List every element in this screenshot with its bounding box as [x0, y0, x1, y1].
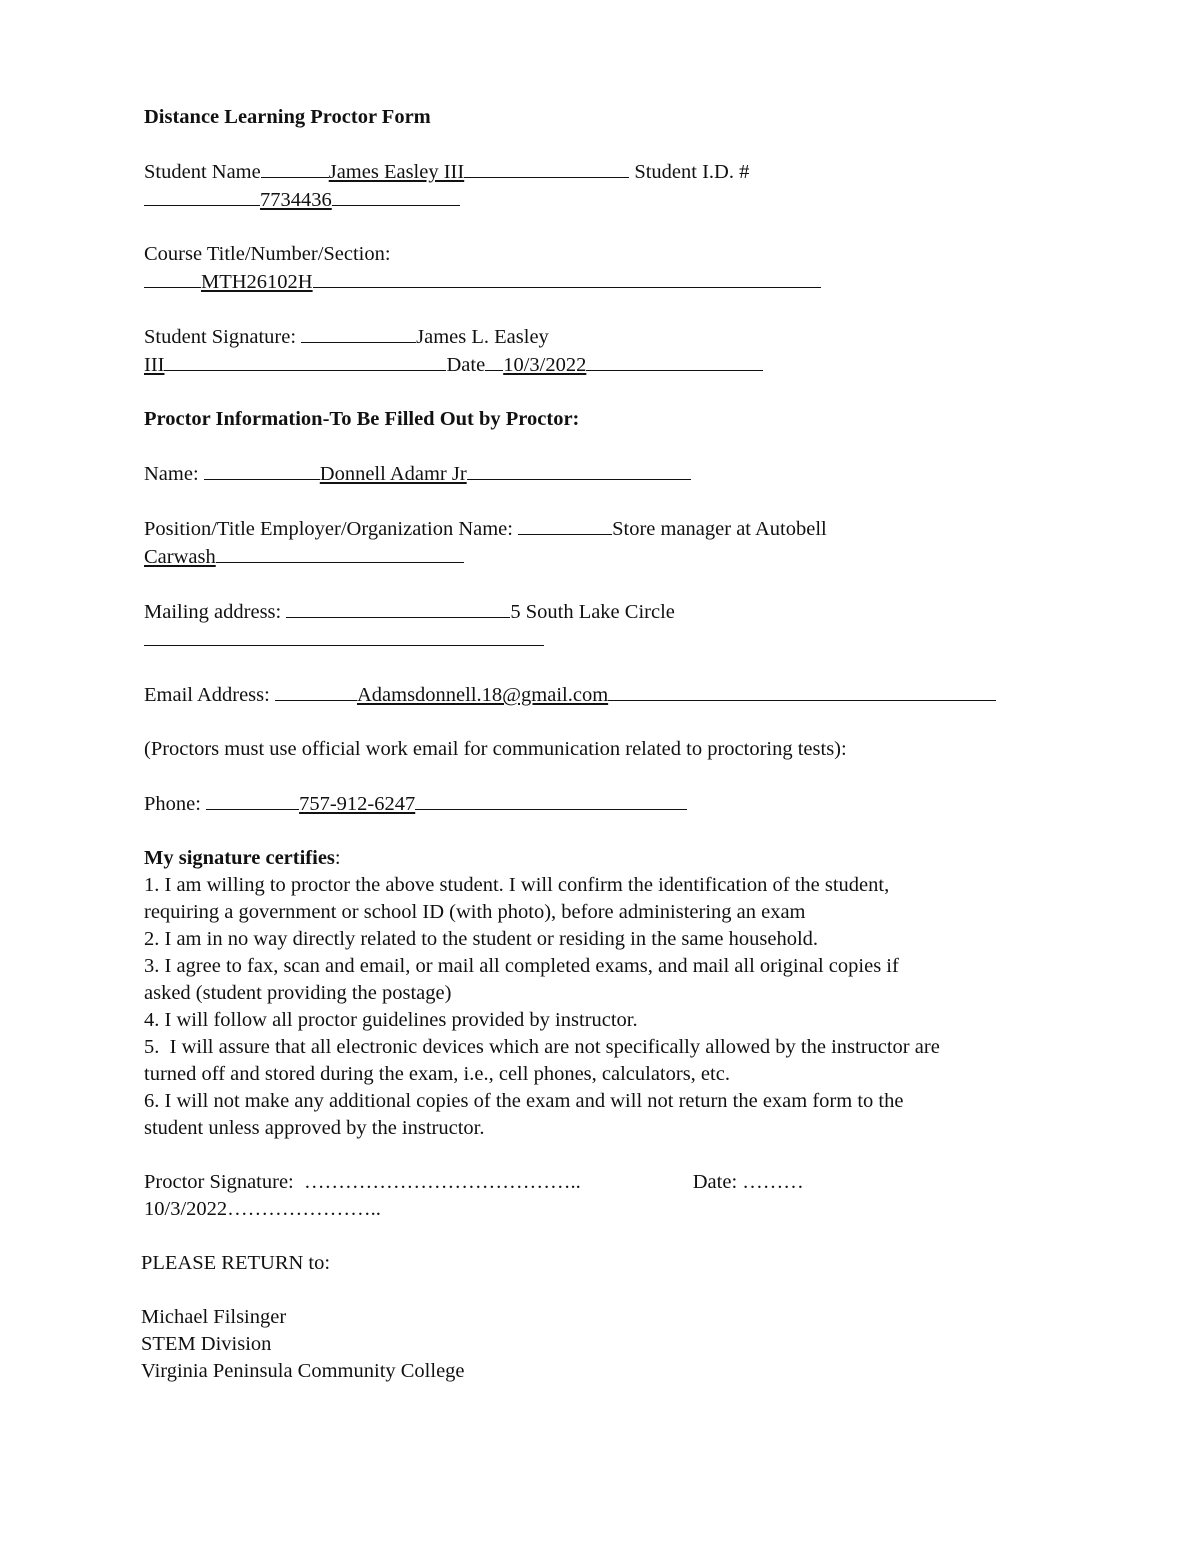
certify-line: 4. I will follow all proctor guidelines provided by instructor.	[144, 1009, 638, 1031]
blank-underline	[467, 460, 691, 480]
student-signature-value-cont: III	[144, 354, 165, 376]
student-name-value: James Easley III	[328, 161, 465, 183]
proctor-date-trailing-dots: …………………..	[227, 1198, 381, 1220]
position-value: Store manager at Autobell	[612, 518, 827, 540]
phone-value: 757-912-6247	[299, 793, 416, 815]
blank-underline	[313, 268, 821, 288]
blank-underline	[332, 186, 460, 206]
proctor-name-line	[144, 460, 1064, 488]
proctor-date-dots: ………	[742, 1171, 804, 1193]
student-id-line	[144, 186, 1064, 214]
blank-underline	[144, 626, 544, 646]
certify-line: 6. I will not make any additional copies of the exam and will not return the exam form to the	[144, 1090, 904, 1112]
certify-line: turned off and stored during the exam, i.e., cell phones, calculators, etc.	[144, 1063, 730, 1085]
mailing-label: Mailing address:	[144, 601, 282, 623]
email-value: Adamsdonnell.18@gmail.com	[356, 684, 609, 706]
email-label: Email Address:	[144, 684, 270, 706]
blank-underline	[518, 515, 612, 535]
proctor-date-value: 10/3/2022	[144, 1198, 228, 1220]
position-line-2	[144, 543, 1064, 571]
blank-underline	[485, 351, 503, 371]
student-id-label: Student I.D. #	[634, 161, 750, 183]
blank-underline	[301, 323, 416, 343]
phone-line	[144, 790, 1064, 818]
email-line	[144, 681, 1064, 709]
student-signature-value: James L. Easley	[416, 326, 549, 348]
proctor-signature-dots: …………………………………..	[304, 1171, 581, 1193]
blank-underline	[216, 543, 464, 563]
certify-line: 1. I am willing to proctor the above student. I will confirm the identification of the student,	[144, 874, 890, 896]
return-name: Michael Filsinger	[141, 1306, 287, 1328]
proctor-date-line	[144, 1196, 1064, 1223]
course-value: MTH26102H	[201, 271, 313, 293]
proctor-section-heading: Proctor Information-To Be Filled Out by Proctor:	[144, 408, 580, 430]
course-label: Course Title/Number/Section:	[144, 243, 391, 265]
return-division: STEM Division	[141, 1333, 272, 1355]
proctor-name-label: Name:	[144, 463, 199, 485]
certify-line: 2. I am in no way directly related to the student or residing in the same household.	[144, 928, 819, 950]
blank-underline	[608, 681, 996, 701]
mailing-line	[144, 598, 1064, 626]
blank-underline	[164, 351, 446, 371]
student-id-value: 7734436	[260, 189, 332, 211]
blank-underline	[206, 790, 299, 810]
position-label: Position/Title Employer/Organization Name:	[144, 518, 513, 540]
mailing-line-2	[144, 626, 1064, 654]
blank-underline	[286, 598, 510, 618]
position-line	[144, 515, 1064, 543]
blank-underline	[261, 158, 329, 178]
course-line	[144, 268, 1064, 296]
proctor-signature-label: Proctor Signature:	[144, 1171, 294, 1193]
certify-line: 5. I will assure that all electronic devices which are not specifically allowed by the instructor are	[144, 1036, 940, 1058]
student-signature-label: Student Signature:	[144, 326, 297, 348]
document-page	[141, 104, 1064, 1385]
return-label: PLEASE RETURN to:	[141, 1252, 331, 1274]
certify-line: 3. I agree to fax, scan and email, or mail all completed exams, and mail all original copies if	[144, 955, 899, 977]
blank-underline	[464, 158, 629, 178]
position-value-cont: Carwash	[144, 546, 216, 568]
certify-line: requiring a government or school ID (with photo), before administering an exam	[144, 901, 806, 923]
certify-line: student unless approved by the instructor.	[144, 1117, 485, 1139]
blank-underline	[275, 681, 357, 701]
proctor-name-value: Donnell Adamr Jr	[319, 463, 467, 485]
student-signature-line-2	[144, 351, 1064, 379]
certify-line: asked (student providing the postage)	[144, 982, 452, 1004]
certify-heading-colon: :	[334, 847, 341, 869]
date-value: 10/3/2022	[503, 354, 587, 376]
blank-underline	[144, 268, 201, 288]
blank-underline	[415, 790, 687, 810]
certify-heading: My signature certifies	[144, 847, 335, 869]
student-name-line	[144, 158, 1064, 186]
mailing-value: 5 South Lake Circle	[510, 601, 675, 623]
blank-underline	[586, 351, 763, 371]
proctor-signature-line	[144, 1169, 1064, 1196]
certify-heading-line	[144, 845, 1064, 872]
form-title: Distance Learning Proctor Form	[144, 106, 431, 128]
blank-underline	[144, 186, 260, 206]
proctor-date-label: Date:	[692, 1171, 738, 1193]
student-signature-line	[144, 323, 1064, 351]
return-college: Virginia Peninsula Community College	[141, 1360, 465, 1382]
email-note: (Proctors must use official work email for communication related to proctoring tests):	[144, 738, 847, 760]
blank-underline	[204, 460, 320, 480]
student-name-label: Student Name	[144, 161, 261, 183]
date-label: Date	[446, 354, 486, 376]
phone-label: Phone:	[144, 793, 201, 815]
